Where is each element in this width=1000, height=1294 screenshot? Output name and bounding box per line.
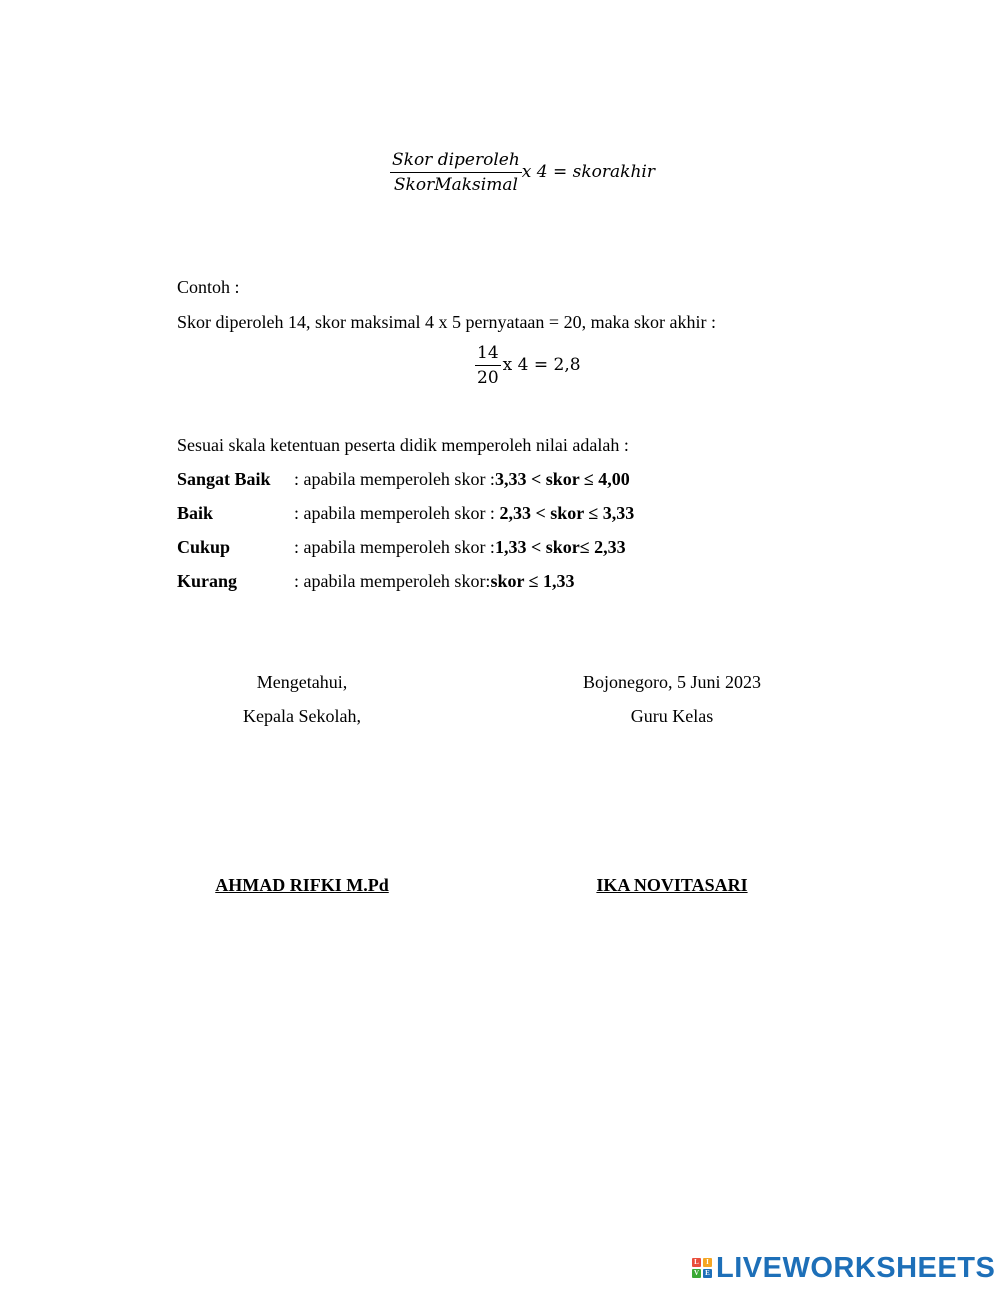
score-formula xyxy=(390,150,655,195)
logo-badge-icon xyxy=(692,1258,712,1278)
scale-category: Baik xyxy=(177,503,214,523)
signature-left-line1: Mengetahui, xyxy=(256,672,348,692)
example-fraction xyxy=(475,343,501,388)
scale-range: skor ≤ 1,33 xyxy=(490,571,575,591)
scale-desc: : apabila memperoleh skor : xyxy=(294,503,500,523)
signature-left-line2: Kepala Sekolah, xyxy=(243,706,361,726)
signature-right-name: IKA NOVITASARI xyxy=(596,875,748,895)
scale-row-sangat-baik xyxy=(177,468,630,490)
example-text: Skor diperoleh 14, skor maksimal 4 x 5 pernyataan = 20, maka skor akhir : xyxy=(177,312,717,332)
scale-range: 2,33 < skor ≤ 3,33 xyxy=(499,503,635,523)
scale-row-cukup xyxy=(177,536,626,558)
example-numerator: 14 xyxy=(475,343,501,366)
logo-badge-letter: E xyxy=(703,1269,712,1278)
formula-fraction xyxy=(390,150,522,195)
liveworksheets-logo xyxy=(692,1250,995,1286)
logo-badge-letter: I xyxy=(703,1258,712,1267)
scale-row-baik xyxy=(177,502,634,524)
signature-right-line2: Guru Kelas xyxy=(630,706,714,726)
signature-left-name: AHMAD RIFKI M.Pd xyxy=(215,875,389,895)
example-rest: x 4 = 2,8 xyxy=(502,355,581,375)
example-denominator: 20 xyxy=(477,368,499,388)
scale-row-kurang xyxy=(177,570,575,592)
logo-badge-letter: V xyxy=(693,1269,700,1277)
example-formula xyxy=(475,343,581,388)
scale-desc: : apabila memperoleh skor: xyxy=(294,571,491,591)
formula-denominator: SkorMaksimal xyxy=(393,175,518,195)
logo-text: LIVEWORKSHEETS xyxy=(716,1251,996,1284)
scale-range: 3,33 < skor ≤ 4,00 xyxy=(494,469,630,489)
example-label: Contoh : xyxy=(177,277,240,297)
scale-desc: : apabila memperoleh skor : xyxy=(294,469,495,489)
logo-badge-letter: L xyxy=(692,1258,701,1267)
scale-category: Kurang xyxy=(177,571,238,591)
scale-desc: : apabila memperoleh skor : xyxy=(294,537,495,557)
formula-rest: x 4 = skorakhir xyxy=(521,162,655,182)
formula-numerator: Skor diperoleh xyxy=(390,150,522,173)
scale-category: Cukup xyxy=(177,537,231,557)
scale-category: Sangat Baik xyxy=(177,469,271,489)
scale-intro: Sesuai skala ketentuan peserta didik memperoleh nilai adalah : xyxy=(177,435,629,455)
scale-range: 1,33 < skor≤ 2,33 xyxy=(494,537,626,557)
signature-right-line1: Bojonegoro, 5 Juni 2023 xyxy=(583,672,761,692)
